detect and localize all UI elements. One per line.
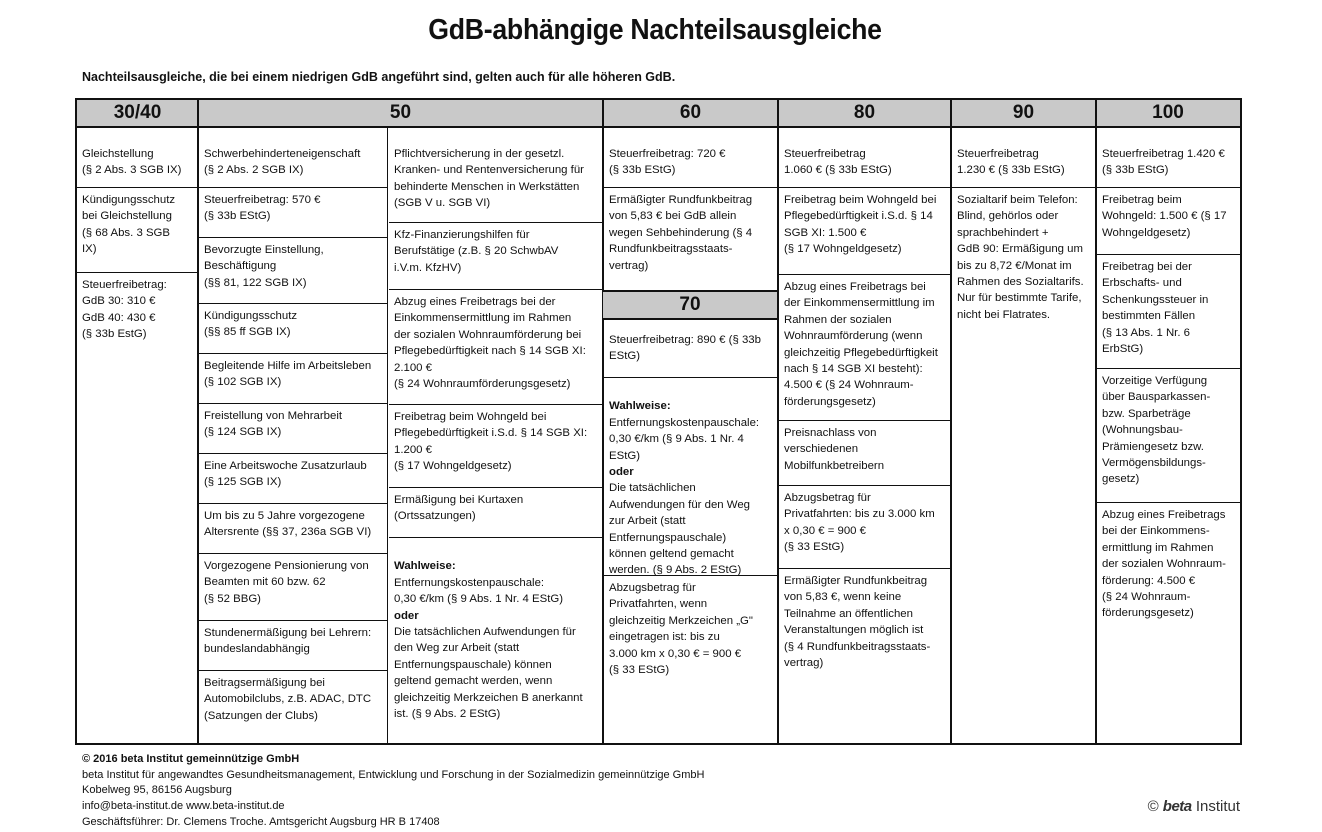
header-100: 100: [1096, 100, 1240, 128]
header-30-40: 30/40: [77, 100, 198, 128]
cell: Abzug eines Freibetrags bei der Einkommensermittlung im Rahmen der sozialen Wohnraumförderung (wenn gleichzeitig Pflegebedürftigkeit nach § 14 SGB XI besteht): 4.500 € (§ 24 Wohnraum- förderungsgesetz): [779, 275, 950, 421]
cell: Beitragsermäßigung bei Automobilclubs, z.B. ADAC, DTC (Satzungen der Clubs): [204, 677, 372, 722]
cell: [389, 538, 602, 728]
column-50-left: [199, 128, 387, 730]
cell: Ermäßigung bei Kurtaxen (Ortssatzungen): [389, 488, 602, 538]
cell: Bevorzugte Einstellung, Beschäftigung (§§ 81, 122 SGB IX): [199, 238, 387, 304]
header-50: 50: [198, 100, 603, 128]
cell: Sozialtarif beim Telefon: Blind, gehörlos oder sprachbehindert + GdB 90: Ermäßigung um bis zu 8,72 €/Monat im Rahmen des Sozialtarifs. Nur für bestimmte Tarife, nicht bei Flatrates.: [957, 194, 1084, 321]
cell: Freibetrag beim Wohngeld bei Pflegebedürftigkeit i.S.d. § 14 SGB XI: 1.200 € (§ 17 Wohngeldgesetz): [389, 405, 602, 488]
cell: Abzugsbetrag für Privatfahrten, wenn gleichzeitig Merkzeichen „G" eingetragen ist: bis zu 3.000 km x 0,30 € = 900 € (§ 33 EStG): [609, 582, 753, 677]
choice-label: Wahlweise:: [394, 560, 456, 573]
column-100: [1097, 128, 1240, 628]
cell: Steuerfreibetrag 1.060 € (§ 33b EStG): [779, 128, 950, 188]
cell: Vorgezogene Pensionierung von Beamten mit 60 bzw. 62 (§ 52 BBG): [199, 554, 387, 621]
cell: Ermäßigter Rundfunkbeitrag von 5,83 €, wenn keine Teilnahme an öffentlichen Veranstaltungen möglich ist (§ 4 Rundfunkbeitragsstaats- vertrag): [784, 575, 931, 670]
cell: Preisnachlass von verschiedenen Mobilfunkbetreibern: [779, 421, 950, 486]
cell: [604, 378, 777, 576]
cell: Stundenermäßigung bei Lehrern: bundeslandabhängig: [199, 621, 387, 671]
column-90: [952, 128, 1095, 329]
cell: Pflichtversicherung in der gesetzl. Kranken- und Rentenversicherung für behinderte Menschen in Werkstätten (SGB V u. SGB VI): [389, 128, 602, 223]
or-label: oder: [609, 466, 634, 479]
cell: Um bis zu 5 Jahre vorgezogene Altersrente (§§ 37, 236a SGB VI): [199, 504, 387, 554]
page-title: GdB-abhängige Nachteilsausgleiche: [428, 14, 882, 46]
cell: Freibetrag beim Wohngeld: 1.500 € (§ 17 Wohngeldgesetz): [1097, 188, 1240, 255]
benefits-table: [75, 98, 1242, 745]
header-90: 90: [951, 100, 1096, 128]
cell: Freibetrag bei der Erbschafts- und Schenkungssteuer in bestimmten Fällen (§ 13 Abs. 1 Nr. 6 ErbStG): [1097, 255, 1240, 369]
cell: Steuerfreibetrag: 720 € (§ 33b EStG): [604, 128, 777, 188]
cell-text: Die tatsächlichen Aufwendungen für den Weg zur Arbeit (statt Entfernungspauschale) können geltend gemacht werden. (§ 9 Abs. 2 EStG): [609, 482, 751, 577]
cell: Kfz-Finanzierungshilfen für Berufstätige (z.B. § 20 SchwbAV i.V.m. KfzHV): [389, 223, 602, 290]
copyright-icon: ©: [1147, 798, 1159, 815]
cell-text: Entfernungskostenpauschale: 0,30 €/km (§ 9 Abs. 1 Nr. 4 EStG): [609, 416, 760, 462]
footer-contact: info@beta-institut.de www.beta-institut.de: [82, 800, 285, 813]
footer-address: Kobelweg 95, 86156 Augsburg: [82, 784, 232, 797]
logo-word: Institut: [1195, 798, 1240, 815]
cell: Kündigungsschutz bei Gleichstellung (§ 68 Abs. 3 SGB IX): [77, 188, 197, 273]
cell-text: Entfernungskostenpauschale: 0,30 €/km (§ 9 Abs. 1 Nr. 4 EStG): [394, 576, 564, 606]
cell: Abzugsbetrag für Privatfahrten: bis zu 3.000 km x 0,30 € = 900 € (§ 33 EStG): [779, 486, 950, 569]
page-subtitle: Nachteilsausgleiche, die bei einem niedrigen GdB angeführt sind, gelten auch für alle höheren GdB.: [82, 70, 676, 84]
cell: Kündigungsschutz (§§ 85 ff SGB IX): [199, 304, 387, 354]
cell: Eine Arbeitswoche Zusatzurlaub (§ 125 SGB IX): [199, 454, 387, 504]
cell: Steuerfreibetrag 1.230 € (§ 33b EStG): [952, 128, 1095, 188]
cell: Begleitende Hilfe im Arbeitsleben (§ 102 SGB IX): [199, 354, 387, 404]
cell: Steuerfreibetrag: 570 € (§ 33b EStG): [199, 188, 387, 238]
header-70: 70: [603, 290, 777, 320]
cell: Steuerfreibetrag 1.420 € (§ 33b EStG): [1097, 128, 1240, 188]
footer-line: beta Institut für angewandtes Gesundheitsmanagement, Entwicklung und Forschung in der Sozialmedizin gemeinnützige GmbH: [82, 768, 705, 781]
beta-logo: [1148, 798, 1240, 815]
cell: Abzug eines Freibetrags bei der Einkommens- ermittlung im Rahmen der sozialen Wohnraum- förderung: 4.500 € (§ 24 Wohnraum- förderungsgesetz): [1102, 509, 1226, 620]
cell: Steuerfreibetrag: GdB 30: 310 € GdB 40: 430 € (§ 33b EstG): [82, 279, 167, 341]
header-60: 60: [603, 100, 778, 128]
cell: Freistellung von Mehrarbeit (§ 124 SGB IX): [199, 404, 387, 454]
cell: Gleichstellung (§ 2 Abs. 3 SGB IX): [77, 128, 197, 188]
cell: Ermäßigter Rundfunkbeitrag von 5,83 € bei GdB allein wegen Sehbehinderung (§ 4 Rundfunkbeitragsstaats- vertrag): [609, 194, 753, 272]
column-30-40: [77, 128, 197, 349]
header-80: 80: [778, 100, 951, 128]
cell: Abzug eines Freibetrags bei der Einkommensermittlung im Rahmen der sozialen Wohnraumförderung bei Pflegebedürftigkeit nach § 14 SGB XI: 2.100 € (§ 24 Wohnraumförderungsgesetz): [389, 290, 602, 405]
choice-label: Wahlweise:: [609, 400, 671, 413]
cell-text: Die tatsächlichen Aufwendungen für den Weg zur Arbeit (statt Entfernungspauschale) können geltend gemacht werden, wenn gleichzeitig Merkzeichen B anerkannt ist. (§ 9 Abs. 2 EStG): [394, 626, 583, 721]
logo-brand: beta: [1162, 798, 1192, 815]
footer-management: Geschäftsführer: Dr. Clemens Troche. Amtsgericht Augsburg HR B 17408: [82, 815, 440, 828]
cell: Schwerbehinderteneigenschaft (§ 2 Abs. 2 SGB IX): [199, 128, 387, 188]
cell: Vorzeitige Verfügung über Bausparkassen- bzw. Sparbeträge (Wohnungsbau- Prämiengesetz bzw. Vermögensbildungs- gesetz): [1097, 369, 1240, 503]
column-50-right: [389, 128, 602, 728]
sub-column-divider: [387, 128, 388, 743]
column-70: [604, 320, 777, 684]
column-60: [604, 128, 777, 290]
cell: Steuerfreibetrag: 890 € (§ 33b EStG): [604, 320, 777, 378]
copyright: © 2016 beta Institut gemeinnützige GmbH: [82, 753, 300, 765]
footer: [82, 752, 704, 831]
or-label: oder: [394, 609, 419, 622]
column-80: [779, 128, 950, 677]
cell: Freibetrag beim Wohngeld bei Pflegebedürftigkeit i.S.d. § 14 SGB XI: 1.500 € (§ 17 Wohngeldgesetz): [779, 188, 950, 275]
